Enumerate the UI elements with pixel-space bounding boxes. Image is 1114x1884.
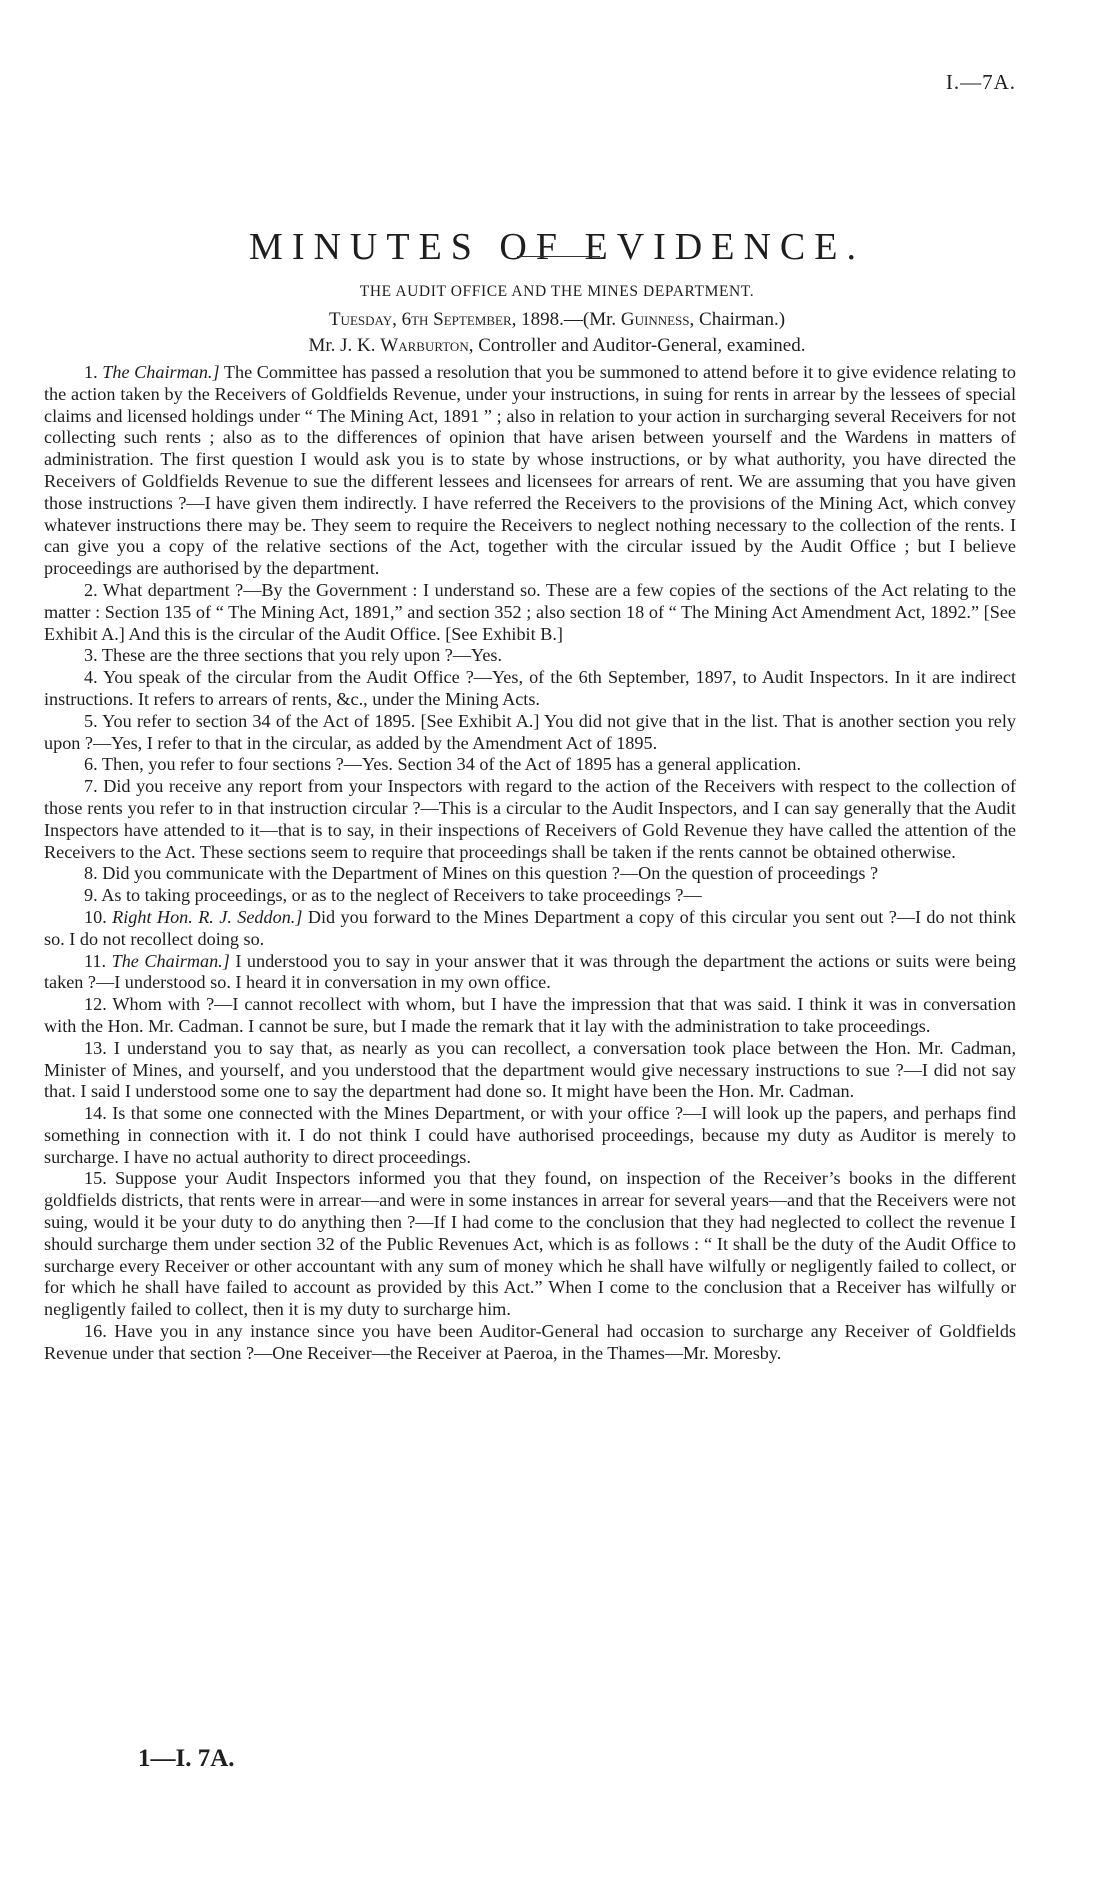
question-paragraph [44, 580, 1016, 645]
question-paragraph [44, 667, 1016, 711]
question-number: 4. [84, 667, 98, 688]
question-number: 16. [84, 1321, 107, 1342]
session-rest: , 1898.—(Mr. [511, 309, 621, 330]
chairman-name: Guinness [620, 309, 690, 330]
section-subtitle: THE AUDIT OFFICE AND THE MINES DEPARTMENT. [359, 283, 755, 300]
question-number: 10. [84, 906, 107, 927]
question-text: I understood you to say in your answer that it was through the department the actions or suits were being taken ?—I understood so. I heard it in conversation in my own office. [44, 950, 1017, 993]
speaker-label: The Chairman.] [102, 362, 220, 382]
witness-line [0, 335, 1114, 357]
question-paragraph [44, 645, 1016, 667]
question-paragraph [44, 711, 1016, 755]
question-number: 5. [84, 710, 98, 731]
question-number: 15. [84, 1168, 107, 1189]
question-number: 3. [84, 645, 98, 666]
question-text: Did you forward to the Mines Department a copy of this circular you sent out ?—I do not think so. I do not recollect doing so. [44, 906, 1017, 949]
question-paragraph [44, 885, 1016, 907]
session-day: Tuesday, 6th September [328, 309, 512, 330]
question-text: Is that some one connected with the Mines Department, or with your office ?—I will look up the papers, and perhaps find something in connection with it. I do not think I could have authorised proceedings, because my duty as Auditor is merely to surcharge. I have no actual authority to direct proceedings. [44, 1103, 1017, 1167]
question-number: 9. [84, 885, 98, 906]
question-number: 8. [84, 863, 98, 884]
question-number: 1. [84, 362, 98, 382]
question-text: What department ?—By the Government : I understand so. These are a few copies of the sections of the Act relating to the matter : Section 135 of “ The Mining Act, 1891,” and section 352 ; also section 18 of “ The Mining Act Amendment Act, 1892.” [See Exhibit A.] And this is the circular of the Audit Office. [See Exhibit B.] [44, 579, 1017, 644]
page-reference: I.—7A. [945, 70, 1016, 94]
question-text: I understand you to say that, as nearly as you can recollect, a conversation took place between the Hon. Mr. Cadman, Minister of Mines, and yourself, and you understood that the department would give necessary instructions to sue ?—I did not say that. I said I understood some one to say the department had done so. It might have been the Hon. Mr. Cadman. [44, 1037, 1016, 1102]
question-text: These are the three sections that you rely upon ?—Yes. [101, 645, 503, 666]
question-text: Did you communicate with the Department of Mines on this question ?—On the question of proceedings ? [102, 863, 879, 884]
question-number: 12. [84, 994, 107, 1015]
question-text: Then, you refer to four sections ?—Yes. Section 34 of the Act of 1895 has a general application. [101, 754, 802, 775]
witness-name: Warburton [380, 335, 469, 356]
question-text: You speak of the circular from the Audit Office ?—Yes, of the 6th September, 1897, to Audit Inspectors. In it are indirect instructions. It refers to arrears of rents, &c., under the Mining Acts. [44, 667, 1017, 709]
question-number: 2. [84, 579, 98, 600]
question-text: Have you in any instance since you have been Auditor-General had occasion to surcharge any Receiver of Goldfields Revenue under that section ?—One Receiver—the Receiver at Paeroa, in the Thames—Mr. Moresby. [44, 1321, 1016, 1363]
question-number: 11. [84, 950, 107, 971]
speaker-label: The Chairman.] [111, 950, 230, 971]
question-text: Did you receive any report from your Inspectors with regard to the action of the Receivers with respect to the collection of those rents you refer to in that instruction circular ?—This is a circular to the Audit Inspectors, and I can say generally that the Audit Inspectors have attended to it—that is to say, in their inspections of Receivers of Gold Revenue they have called the attention of the Receivers to the Act. These sections seem to require that proceedings shall be taken if the rents cannot be obtained otherwise. [44, 776, 1017, 862]
question-paragraph [44, 1103, 1016, 1168]
question-number: 13. [84, 1037, 107, 1058]
question-paragraph [44, 776, 1016, 863]
question-number: 6. [84, 754, 98, 775]
question-number: 14. [84, 1103, 107, 1124]
question-paragraph [44, 994, 1016, 1038]
question-paragraph [44, 951, 1016, 995]
speaker-label: Right Hon. R. J. Seddon.] [112, 906, 303, 927]
session-line [0, 309, 1114, 331]
question-text: Suppose your Audit Inspectors informed you that they found, on inspection of the Receiver’s books in the different goldfields districts, that rents were in arrear—and were in some instances in arrear for several years—and that the Receivers were not suing, would it be your duty to do anything then ?—If I had come to the conclusion that they had neglected to collect the revenue I should surcharge them under section 32 of the Public Revenues Act, which is as follows : “ It shall be the duty of the Audit Office to surcharge every Receiver or other accountant with any sum of money which he shall have wilfully or negligently failed to collect, or for which he shall have failed to account as provided by this Act.” When I come to the conclusion that a Receiver has wilfully or negligently failed to collect, then it is my duty to surcharge him. [44, 1168, 1016, 1320]
session-suffix: , Chairman.) [689, 309, 786, 330]
question-text: You refer to section 34 of the Act of 1895. [See Exhibit A.] You did not give that in the list. That is another section you rely upon ?—Yes, I refer to that in the circular, as added by the Amendment Act of 1895. [44, 710, 1017, 753]
question-paragraph [44, 907, 1016, 951]
footer-reference: 1—I. 7A. [138, 1745, 235, 1772]
question-number: 7. [84, 776, 98, 797]
question-text: Whom with ?—I cannot recollect with whom, but I have the impression that that was said. I think it was in conversation with the Hon. Mr. Cadman. I cannot be sure, but I made the remark that it lay with the administration to take proceedings. [44, 994, 1016, 1036]
witness-suffix: , Controller and Auditor-General, examined. [468, 335, 806, 356]
question-paragraph [44, 1038, 1016, 1103]
witness-prefix: Mr. J. K. [308, 335, 381, 356]
question-paragraph [44, 754, 1016, 776]
question-paragraph [44, 1168, 1016, 1321]
question-paragraph [44, 863, 1016, 885]
title-divider [517, 256, 600, 257]
evidence-body [44, 362, 1016, 1365]
question-text: The Committee has passed a resolution that you be summoned to attend before it to give evidence relating to the action taken by the Receivers of Goldfields Revenue, under your instructions, in suing for rents in arrear by the lessees of special claims and licensed holdings under “ The Mining Act, 1891 ” ; also in relation to your action in surcharging several Receivers for not collecting such rents ; also as to the differences of opinion that have arisen between yourself and the Wardens in matters of administration. The first question I would ask you is to state by whose instructions, or by what authority, you have directed the Receivers of Goldfields Revenue to sue the different lessees and licensees for arrears of rent. We are assuming that you have given those instructions ?—I have given them indirectly. I have referred the Receivers to the provisions of the Mining Act, which convey whatever instructions there may be. They seem to require the Receivers to neglect nothing necessary to the collection of the rents. I can give you a copy of the relative sections of the Act, together with the circular issued by the Audit Office ; but I believe proceedings are authorised by the department. [44, 362, 1017, 579]
question-paragraph [44, 362, 1016, 580]
question-paragraph [44, 1321, 1016, 1365]
page-title: MINUTES OF EVIDENCE. [249, 226, 865, 269]
question-text: As to taking proceedings, or as to the neglect of Receivers to take proceedings ?— [101, 885, 702, 906]
